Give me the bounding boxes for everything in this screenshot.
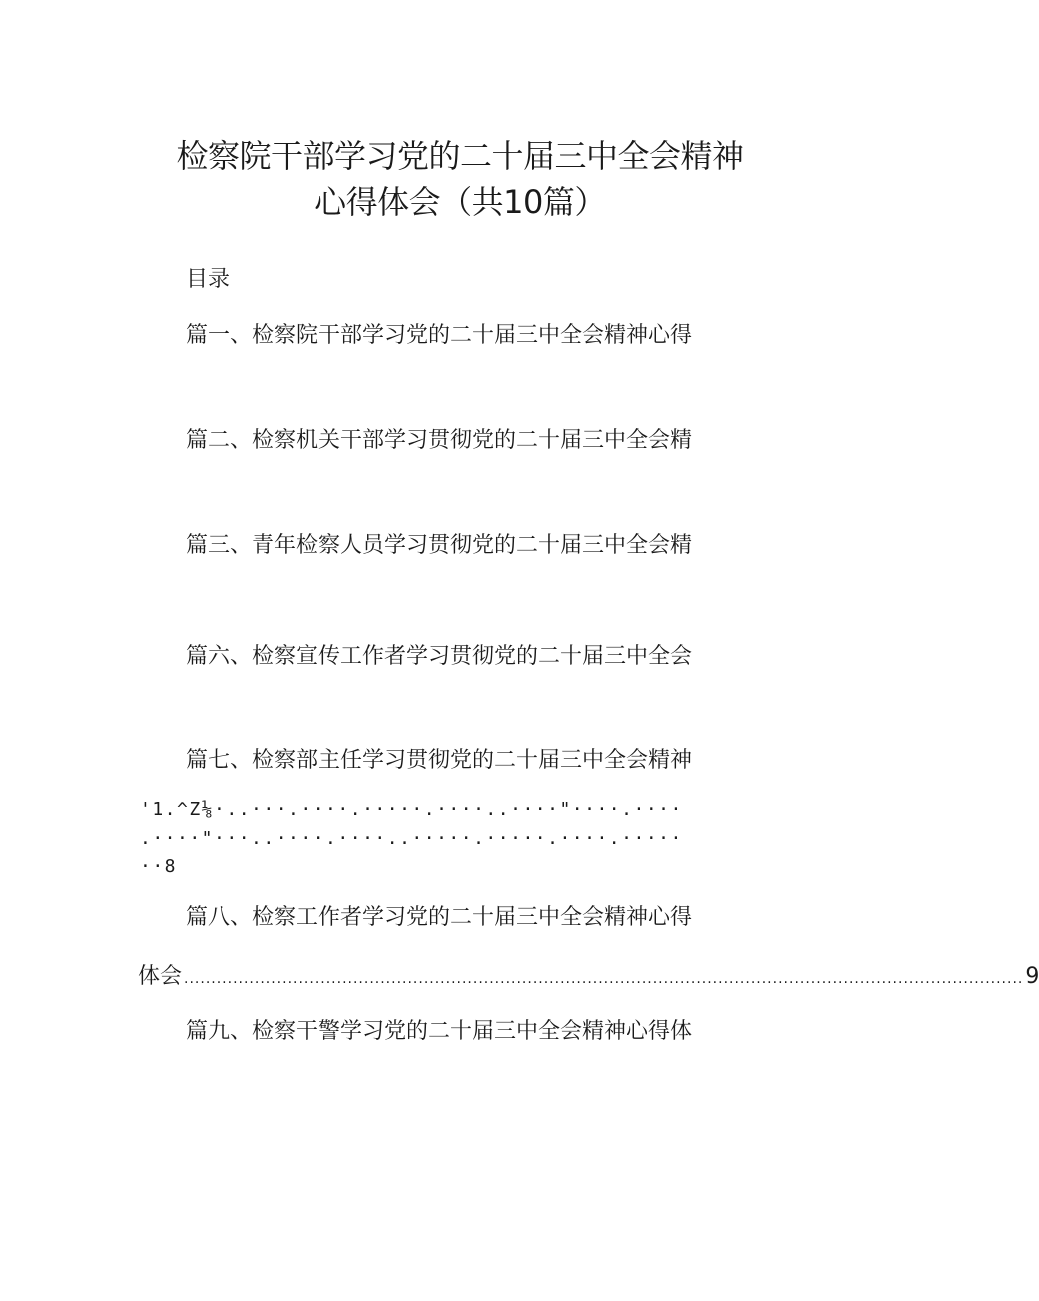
toc-leader-dots: .......................................................................................................................................................... xyxy=(184,971,1024,987)
document-title-line-2: 心得体会（共10篇） xyxy=(314,183,606,221)
toc-entry-8[interactable]: 篇八、检察工作者学习党的二十届三中全会精神心得 xyxy=(186,905,693,930)
toc-entry-2[interactable]: 篇二、检察机关干部学习贯彻党的二十届三中全会精 xyxy=(186,428,693,453)
toc-entry-8-continuation: 体会 xyxy=(138,964,183,989)
document-title-line-1: 检察院干部学习党的二十届三中全会精神 xyxy=(176,137,744,175)
toc-entry-3[interactable]: 篇三、青年检察人员学习贯彻党的二十届三中全会精 xyxy=(186,533,693,558)
toc-entry-1[interactable]: 篇一、检察院干部学习党的二十届三中全会精神心得 xyxy=(186,323,693,348)
toc-entry-6[interactable]: 篇六、检察宣传工作者学习贯彻党的二十届三中全会 xyxy=(186,644,693,669)
toc-leader-garbled-line-3: ··8 xyxy=(140,856,178,877)
toc-entry-9[interactable]: 篇九、检察干警学习党的二十届三中全会精神心得体 xyxy=(186,1019,693,1044)
toc-heading: 目录 xyxy=(186,267,231,292)
toc-entry-7[interactable]: 篇七、检察部主任学习贯彻党的二十届三中全会精神 xyxy=(186,748,693,773)
toc-page-number: 9 xyxy=(1025,964,1039,989)
toc-leader-garbled-line-1: '1.^Z⅛·..···.····.·····.····..····"····.···· xyxy=(140,799,683,820)
toc-leader-garbled-line-2: .····"···..····.····..·····.·····.····.····· xyxy=(140,828,683,849)
toc-entry-8-leader-line[interactable] xyxy=(138,961,1039,993)
